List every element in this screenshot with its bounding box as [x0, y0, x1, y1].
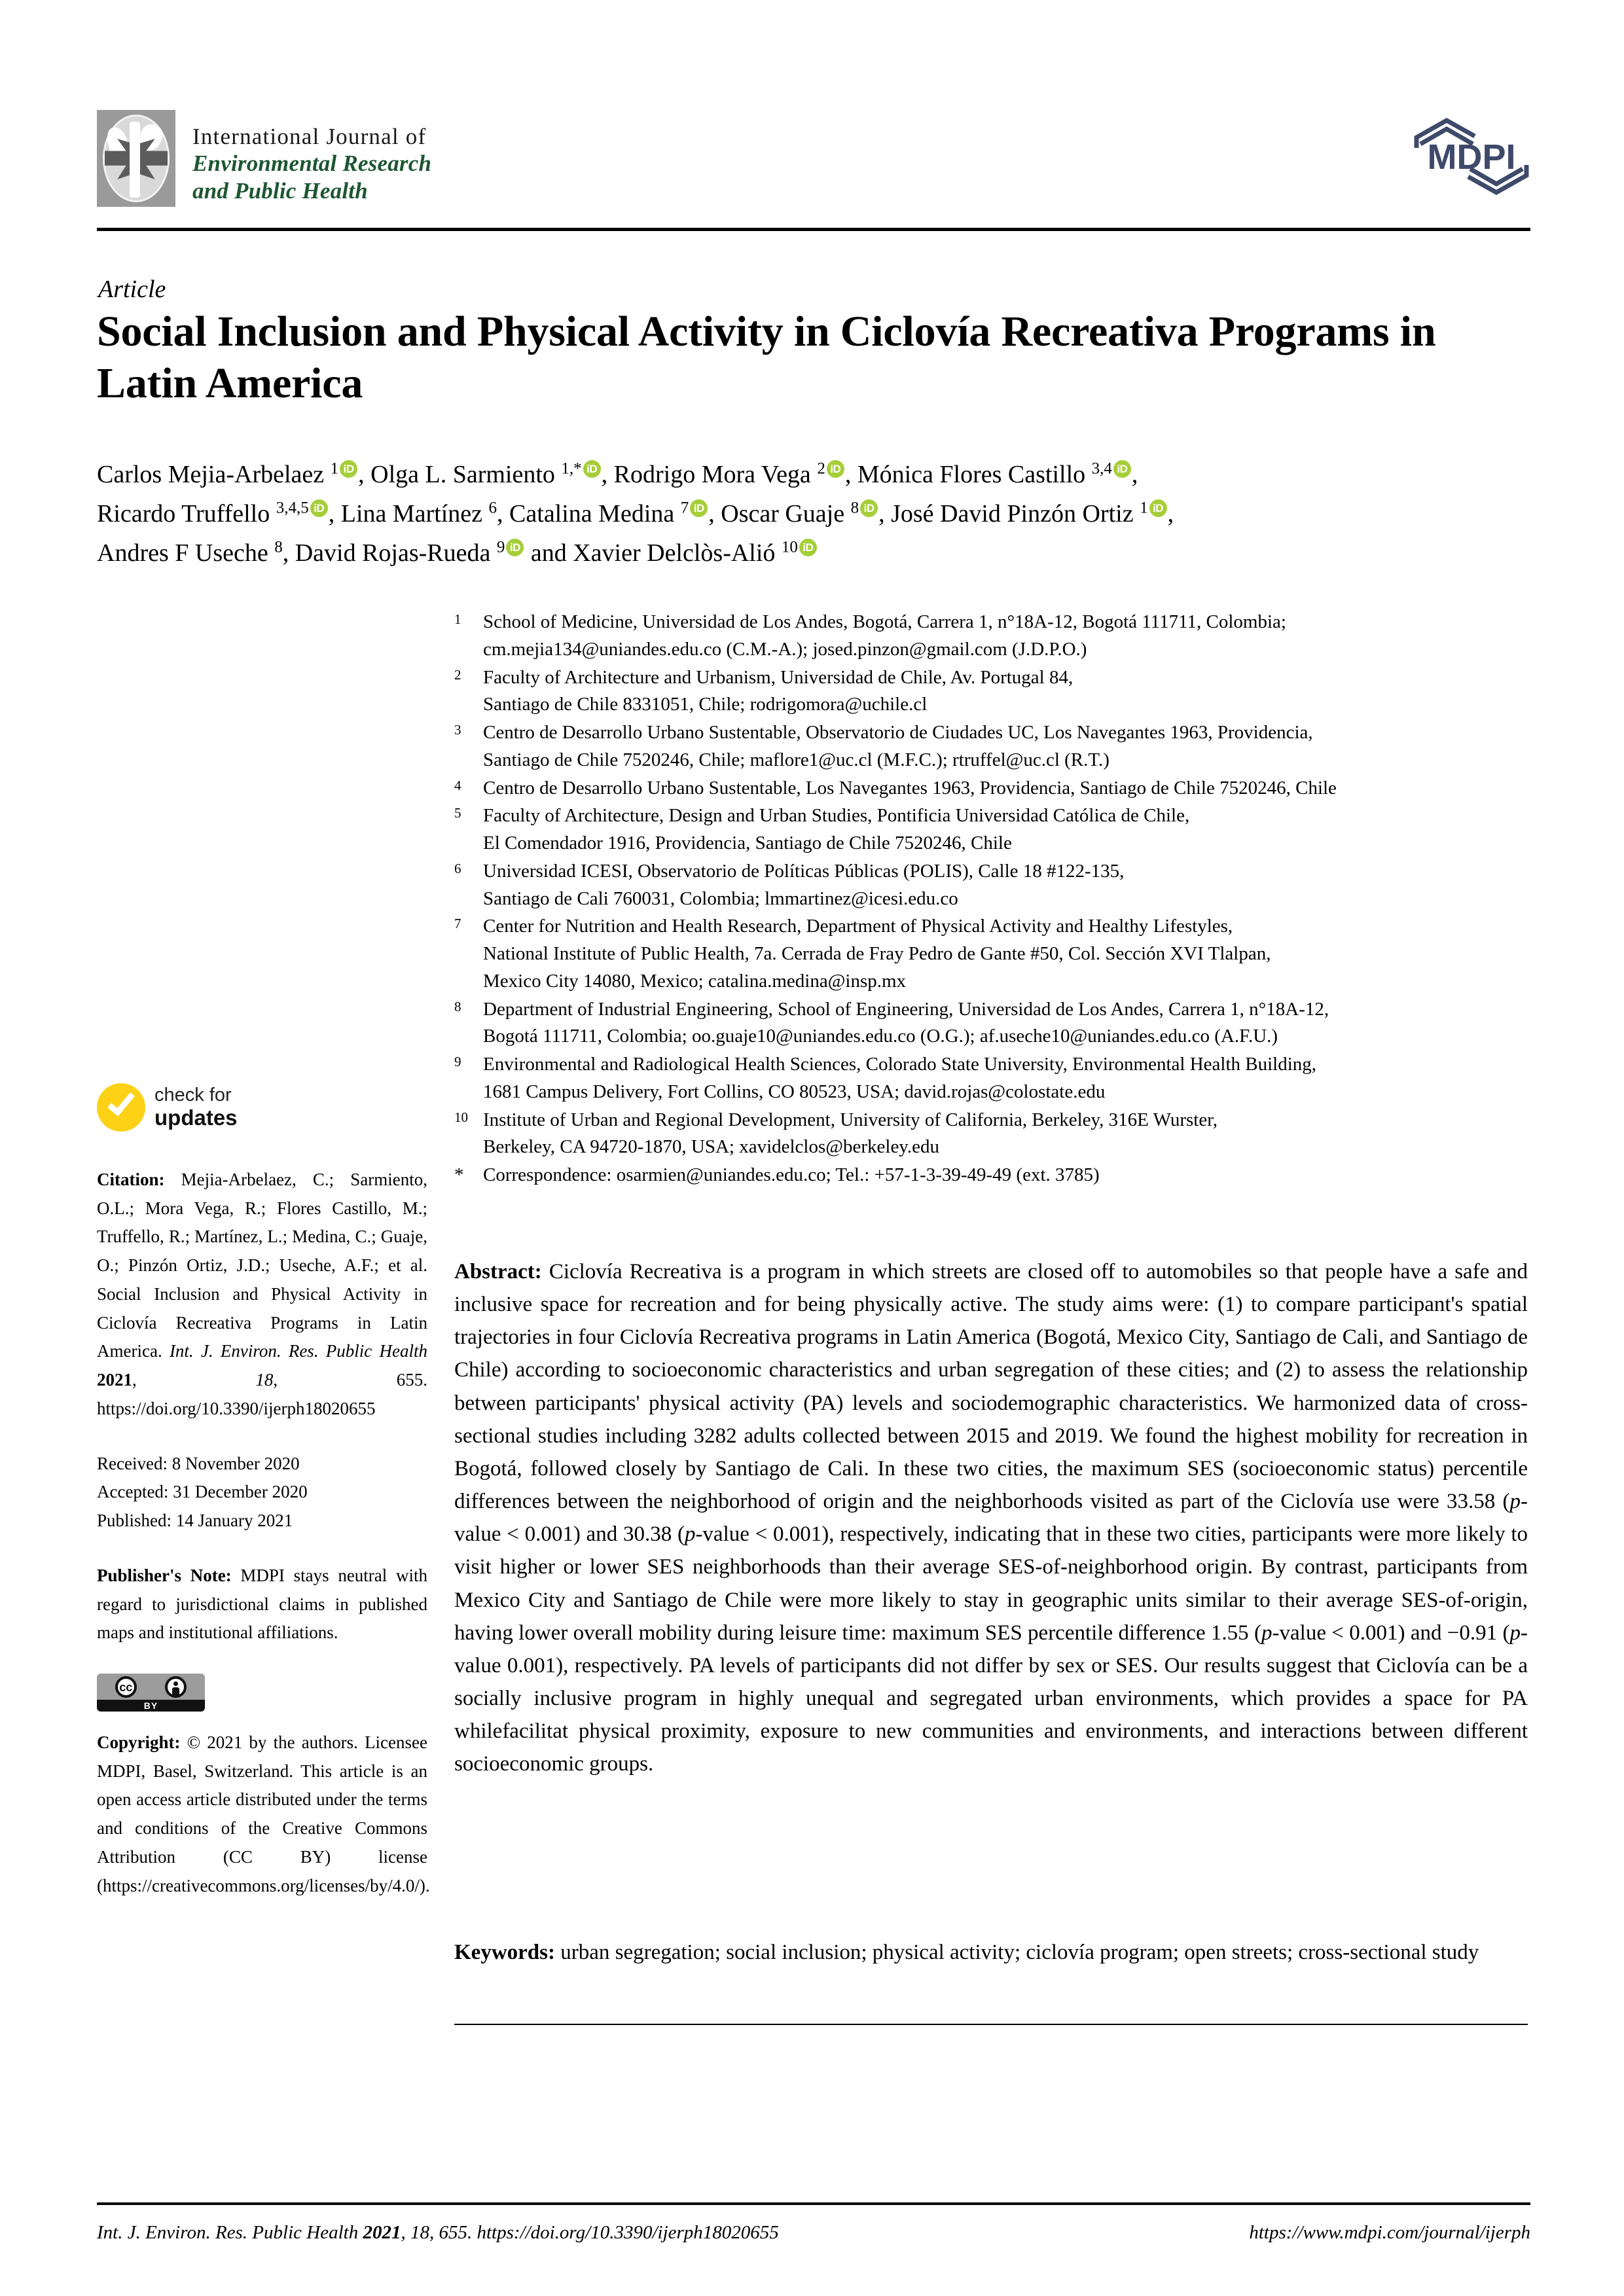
citation-page: , 655. [273, 1370, 427, 1390]
affiliation-line: Institute of Urban and Regional Development, University of California, Berkeley, 316E Wurster, [483, 1109, 1218, 1130]
journal-name-line2: Environmental Research [192, 151, 432, 177]
affiliation-line: Center for Nutrition and Health Research, Department of Physical Activity and Healthy Lifestyles, [483, 916, 1233, 937]
copyright-block [97, 1729, 430, 1900]
abstract-part-5: -value 0.001), respectively. PA levels of participants did not differ by sex or SES. Our results suggest that Ciclovía can be a socially inclusive program in highly unequal and segregated urban environments, which provides a space for PA whilefacilitat physical proximity, exposure to new communities and environments, and interactions between different socioeconomic groups. [454, 1621, 1528, 1776]
affiliation-item [454, 775, 1528, 802]
affiliation-item [454, 1051, 1528, 1106]
page-title: Social Inclusion and Physical Activity in Ciclovía Recreativa Programs in Latin America [97, 308, 1436, 407]
journal-header [97, 110, 1530, 218]
abstract-part-2: -value < 0.001) and 30.38 ( [454, 1490, 1528, 1547]
author-line-3: Andres F Useche $^8$, David Rojas-Rueda $^9$iD and Xavier Delclòs-Alió $^{10}$iD [97, 533, 1524, 573]
article-type-label: Article [98, 276, 166, 303]
citation-year: 2021 [97, 1370, 132, 1390]
affiliation-number: 2 [454, 666, 461, 683]
keywords-section [454, 1936, 1528, 1969]
affiliation-number: 6 [454, 860, 461, 876]
copyright-text: © 2021 by the authors. Licensee MDPI, Basel, Switzerland. This article is an open access article distributed under the terms and conditions of the Creative Commons Attribution (CC BY) license (https://creativecommons.org/licenses/by/4.0/). [97, 1732, 430, 1895]
affiliation-text [483, 1051, 1528, 1106]
affiliation-line: Centro de Desarrollo Urbano Sustentable, Observatorio de Ciudades UC, Los Navegantes 1963, Providencia, [483, 722, 1313, 743]
abstract-part-3: -value < 0.001), respectively, indicating that in these two cities, participants were more likely to visit higher or lower SES neighborhoods than their average SES-of-neighborhood origin. By contrast, participants from Mexico City and Santiago de Chile were more likely to stay in geographic units similar to their average SES-of-origin, having lower overall mobility during leisure time: maximum SES percentile difference 1.55 ( [454, 1522, 1528, 1645]
abstract-part-4: -value < 0.001) and −0.91 ( [1272, 1621, 1510, 1645]
correspondence-marker: * [454, 1164, 464, 1185]
check-for-updates-badge[interactable] [97, 1083, 427, 1132]
orcid-icon[interactable] [1149, 499, 1167, 517]
keywords-text: urban segregation; social inclusion; physical activity; ciclovía program; open streets; cross-sectional study [560, 1941, 1479, 1964]
citation-volume: 18 [255, 1370, 274, 1390]
affiliation-text [483, 913, 1528, 995]
affiliation-text [483, 1107, 1528, 1162]
affiliation-line: Santiago de Chile 7520246, Chile; maflore1@uc.cl (M.F.C.); rtruffel@uc.cl (R.T.) [483, 749, 1110, 770]
metadata-sidebar [97, 1083, 430, 1926]
affiliation-line: Universidad ICESI, Observatorio de Políticas Públicas (POLIS), Calle 18 #122-135, [483, 860, 1125, 882]
affiliation-item [454, 802, 1528, 857]
citation-block: Citation: Mejia-Arbelaez, C.; Sarmiento, O.L.; Mora Vega, R.; Flores Castillo, M.; Truffello, R.; Martínez, L.; Medina, C.; Guaje, O.; Pinzón Ortiz, J.D.; Useche, A.F.; et al. Social Inclusion and Physical Activity in Ciclovía Recreativa Programs in Latin America. Int. J. Environ. Res. Public Health 2021, 18, 655. https://doi.org/10.3390/ijerph18020655 [97, 1170, 428, 1418]
check-updates-line1: check for [154, 1085, 232, 1106]
affiliation-item [454, 858, 1528, 913]
affiliation-line: Bogotá 111711, Colombia; oo.guaje10@uniandes.edu.co (O.G.); af.useche10@uniandes.edu.co (A.F.U.) [483, 1026, 1278, 1047]
affiliation-line: Environmental and Radiological Health Sciences, Colorado State University, Environmental Health Building, [483, 1054, 1317, 1075]
affiliation-line: Faculty of Architecture and Urbanism, Universidad de Chile, Av. Portugal 84, [483, 666, 1074, 688]
affiliation-item [454, 719, 1528, 774]
accepted-date: Accepted: 31 December 2020 [97, 1482, 308, 1502]
affiliation-line: Berkeley, CA 94720-1870, USA; xavidelclos@berkeley.edu [483, 1136, 940, 1158]
footer-year: 2021 [363, 2222, 401, 2243]
journal-name-line1: International Journal of [192, 124, 427, 149]
header-divider [97, 228, 1530, 231]
affiliation-number: 10 [454, 1109, 468, 1125]
affiliation-line: Santiago de Chile 8331051, Chile; rodrigomora@uchile.cl [483, 694, 928, 715]
correspondence-line: Correspondence: osarmien@uniandes.edu.co; Tel.: +57-1-3-39-49-49 (ext. 3785) [483, 1164, 1100, 1185]
affiliation-list [454, 609, 1528, 1190]
abstract-part-1: Ciclovía Recreativa is a program in which streets are closed off to automobiles so that people have a safe and inclusive space for recreation and for being physically active. The study aims were: (1) to compare participant's spatial trajectories in four Ciclovía Recreativa programs in Latin America (Bogotá, Mexico City, Santiago de Cali, and Santiago de Chile) according to socioeconomic characteristics and urban segregation of these cities; and (2) to assess the relationship between participants' physical activity (PA) levels and sociodemographic characteristics. We harmonized data of cross-sectional studies including 3282 adults collected between 2015 and 2019. We found the highest mobility for recreation in Bogotá, followed closely by Santiago de Cali. In these two cities, the maximum SES (socioeconomic status) percentile differences between the neighborhood of origin and the neighborhoods visited as part of the Ciclovía use were 33.58 ( [454, 1260, 1528, 1514]
check-updates-line2: updates [154, 1105, 238, 1130]
orcid-icon[interactable] [340, 460, 357, 478]
mdpi-wordmark: MDPI [1427, 137, 1516, 177]
affiliation-number: 1 [454, 611, 461, 627]
journal-name [192, 110, 431, 204]
journal-name-line3: and Public Health [192, 177, 368, 204]
affiliation-number: 3 [454, 722, 461, 738]
journal-logo [97, 110, 431, 207]
affiliation-line: Mexico City 14080, Mexico; catalina.medina@insp.mx [483, 970, 907, 992]
cc-icon: cc [115, 1676, 137, 1698]
mdpi-logo-icon [1413, 118, 1530, 195]
footer-divider [97, 2202, 1530, 2205]
citation-journal: Int. J. Environ. Res. Public Health [169, 1341, 427, 1361]
page-footer [97, 2222, 1530, 2244]
abstract-section [454, 1255, 1528, 1781]
copyright-label: Copyright: [97, 1732, 181, 1753]
p-value-italic: p [1509, 1490, 1521, 1514]
affiliation-text [483, 775, 1528, 802]
affiliation-line: Department of Industrial Engineering, School of Engineering, Universidad de Los Andes, Carrera 1, n°18A-12, [483, 998, 1329, 1020]
affiliation-line: Centro de Desarrollo Urbano Sustentable, Los Navegantes 1963, Providencia, Santiago de Chile 7520246, Chile [483, 777, 1337, 798]
footer-citation [97, 2222, 779, 2244]
affiliation-line: School of Medicine, Universidad de Los Andes, Bogotá, Carrera 1, n°18A-12, Bogotá 111711, Colombia; [483, 611, 1286, 632]
publishers-note-block [97, 1562, 427, 1647]
affiliation-item [454, 664, 1528, 719]
published-date: Published: 14 January 2021 [97, 1511, 293, 1531]
affiliation-item [454, 1107, 1528, 1162]
p-value-italic: p [1509, 1621, 1521, 1645]
affiliation-line: El Comendador 1916, Providencia, Santiago de Chile 7520246, Chile [483, 833, 1012, 853]
received-date: Received: 8 November 2020 [97, 1453, 300, 1473]
affiliation-text [483, 609, 1528, 664]
orcid-icon[interactable] [583, 460, 601, 478]
affiliation-line: Faculty of Architecture, Design and Urban Studies, Pontificia Universidad Católica de Chile, [483, 805, 1190, 827]
affiliation-item [454, 913, 1528, 995]
p-value-italic: p [1261, 1621, 1272, 1645]
keywords-label: Keywords: [454, 1941, 555, 1964]
affiliation-number: 8 [454, 998, 461, 1014]
abstract-label: Abstract: [454, 1260, 542, 1283]
affiliation-text [483, 802, 1528, 857]
correspondence-text [483, 1162, 1528, 1189]
orcid-icon[interactable] [860, 499, 878, 517]
citation-authors: Mejia-Arbelaez, C.; Sarmiento, O.L.; Mora Vega, R.; Flores Castillo, M.; Truffello, R.; Martínez, L.; Medina, C.; Guaje, O.; Pinzón Ortiz, J.D.; Useche, A.F.; et al. Social Inclusion and Physical Activity in Ciclovía Recreativa Programs in Latin America. [97, 1170, 428, 1361]
affiliation-line: 1681 Campus Delivery, Fort Collins, CO 80523, USA; david.rojas@colostate.edu [483, 1081, 1106, 1102]
affiliation-line: National Institute of Public Health, 7a. Cerrada de Fray Pedro de Gante #50, Col. Sección XVI Tlalpan, [483, 943, 1271, 964]
footer-url[interactable]: https://www.mdpi.com/journal/ijerph [1249, 2222, 1530, 2243]
publishers-note-label: Publisher's Note: [97, 1565, 232, 1585]
check-mark-icon [97, 1083, 145, 1132]
affiliation-number: 4 [454, 777, 461, 793]
globe-asclepius-icon [97, 110, 175, 207]
footer-rest: , 18, 655. https://doi.org/10.3390/ijerph18020655 [401, 2222, 779, 2243]
citation-label: Citation: [97, 1170, 165, 1189]
affiliation-number: 9 [454, 1054, 461, 1069]
orcid-icon[interactable] [506, 539, 524, 556]
attribution-person-icon [165, 1676, 187, 1698]
citation-doi[interactable]: https://doi.org/10.3390/ijerph18020655 [97, 1398, 376, 1418]
footer-journal: Int. J. Environ. Res. Public Health [97, 2222, 359, 2243]
affiliation-text [483, 858, 1528, 913]
dates-block [97, 1450, 427, 1535]
affiliation-item [454, 609, 1528, 664]
affiliation-text [483, 996, 1528, 1051]
orcid-icon[interactable] [690, 499, 708, 517]
author-line-1: Carlos Mejia-Arbelaez $^1$ iD , Olga L. Sarmiento $^{1,*}$ iD , Rodrigo Mora Vega $^2$ iD , Mónica Flores Castillo $^{3,4}$ iD , [97, 455, 1524, 494]
affiliation-number: 7 [454, 916, 461, 932]
p-value-italic: p [684, 1522, 696, 1547]
affiliation-line: Santiago de Cali 760031, Colombia; lmmartinez@icesi.edu.co [483, 888, 958, 909]
keywords-divider [454, 2024, 1528, 2025]
orcid-icon[interactable] [310, 499, 328, 517]
affiliation-number: 5 [454, 805, 461, 821]
creative-commons-by-icon[interactable] [97, 1674, 205, 1712]
affiliation-item [454, 996, 1528, 1051]
author-line-2: Ricardo Truffello $^{3,4,5}$ iD , Lina Martínez $^6$, Catalina Medina $^7$ iD , Oscar Guaje $^8$ iD , José David Pinzón Ortiz $^1$ iD , [97, 494, 1524, 533]
author-list [97, 455, 1524, 573]
correspondence-item [454, 1162, 1528, 1189]
publishers-note-text: MDPI stays neutral with regard to jurisdictional claims in published maps and institutional affiliations. [97, 1565, 427, 1643]
orcid-icon[interactable] [799, 539, 817, 556]
cc-by-label: BY [97, 1700, 205, 1712]
orcid-icon[interactable] [1113, 460, 1131, 478]
affiliation-line: cm.mejia134@uniandes.edu.co (C.M.-A.); josed.pinzon@gmail.com (J.D.P.O.) [483, 638, 1087, 660]
affiliation-text [483, 719, 1528, 774]
orcid-icon[interactable] [827, 460, 844, 478]
affiliation-text [483, 664, 1528, 719]
